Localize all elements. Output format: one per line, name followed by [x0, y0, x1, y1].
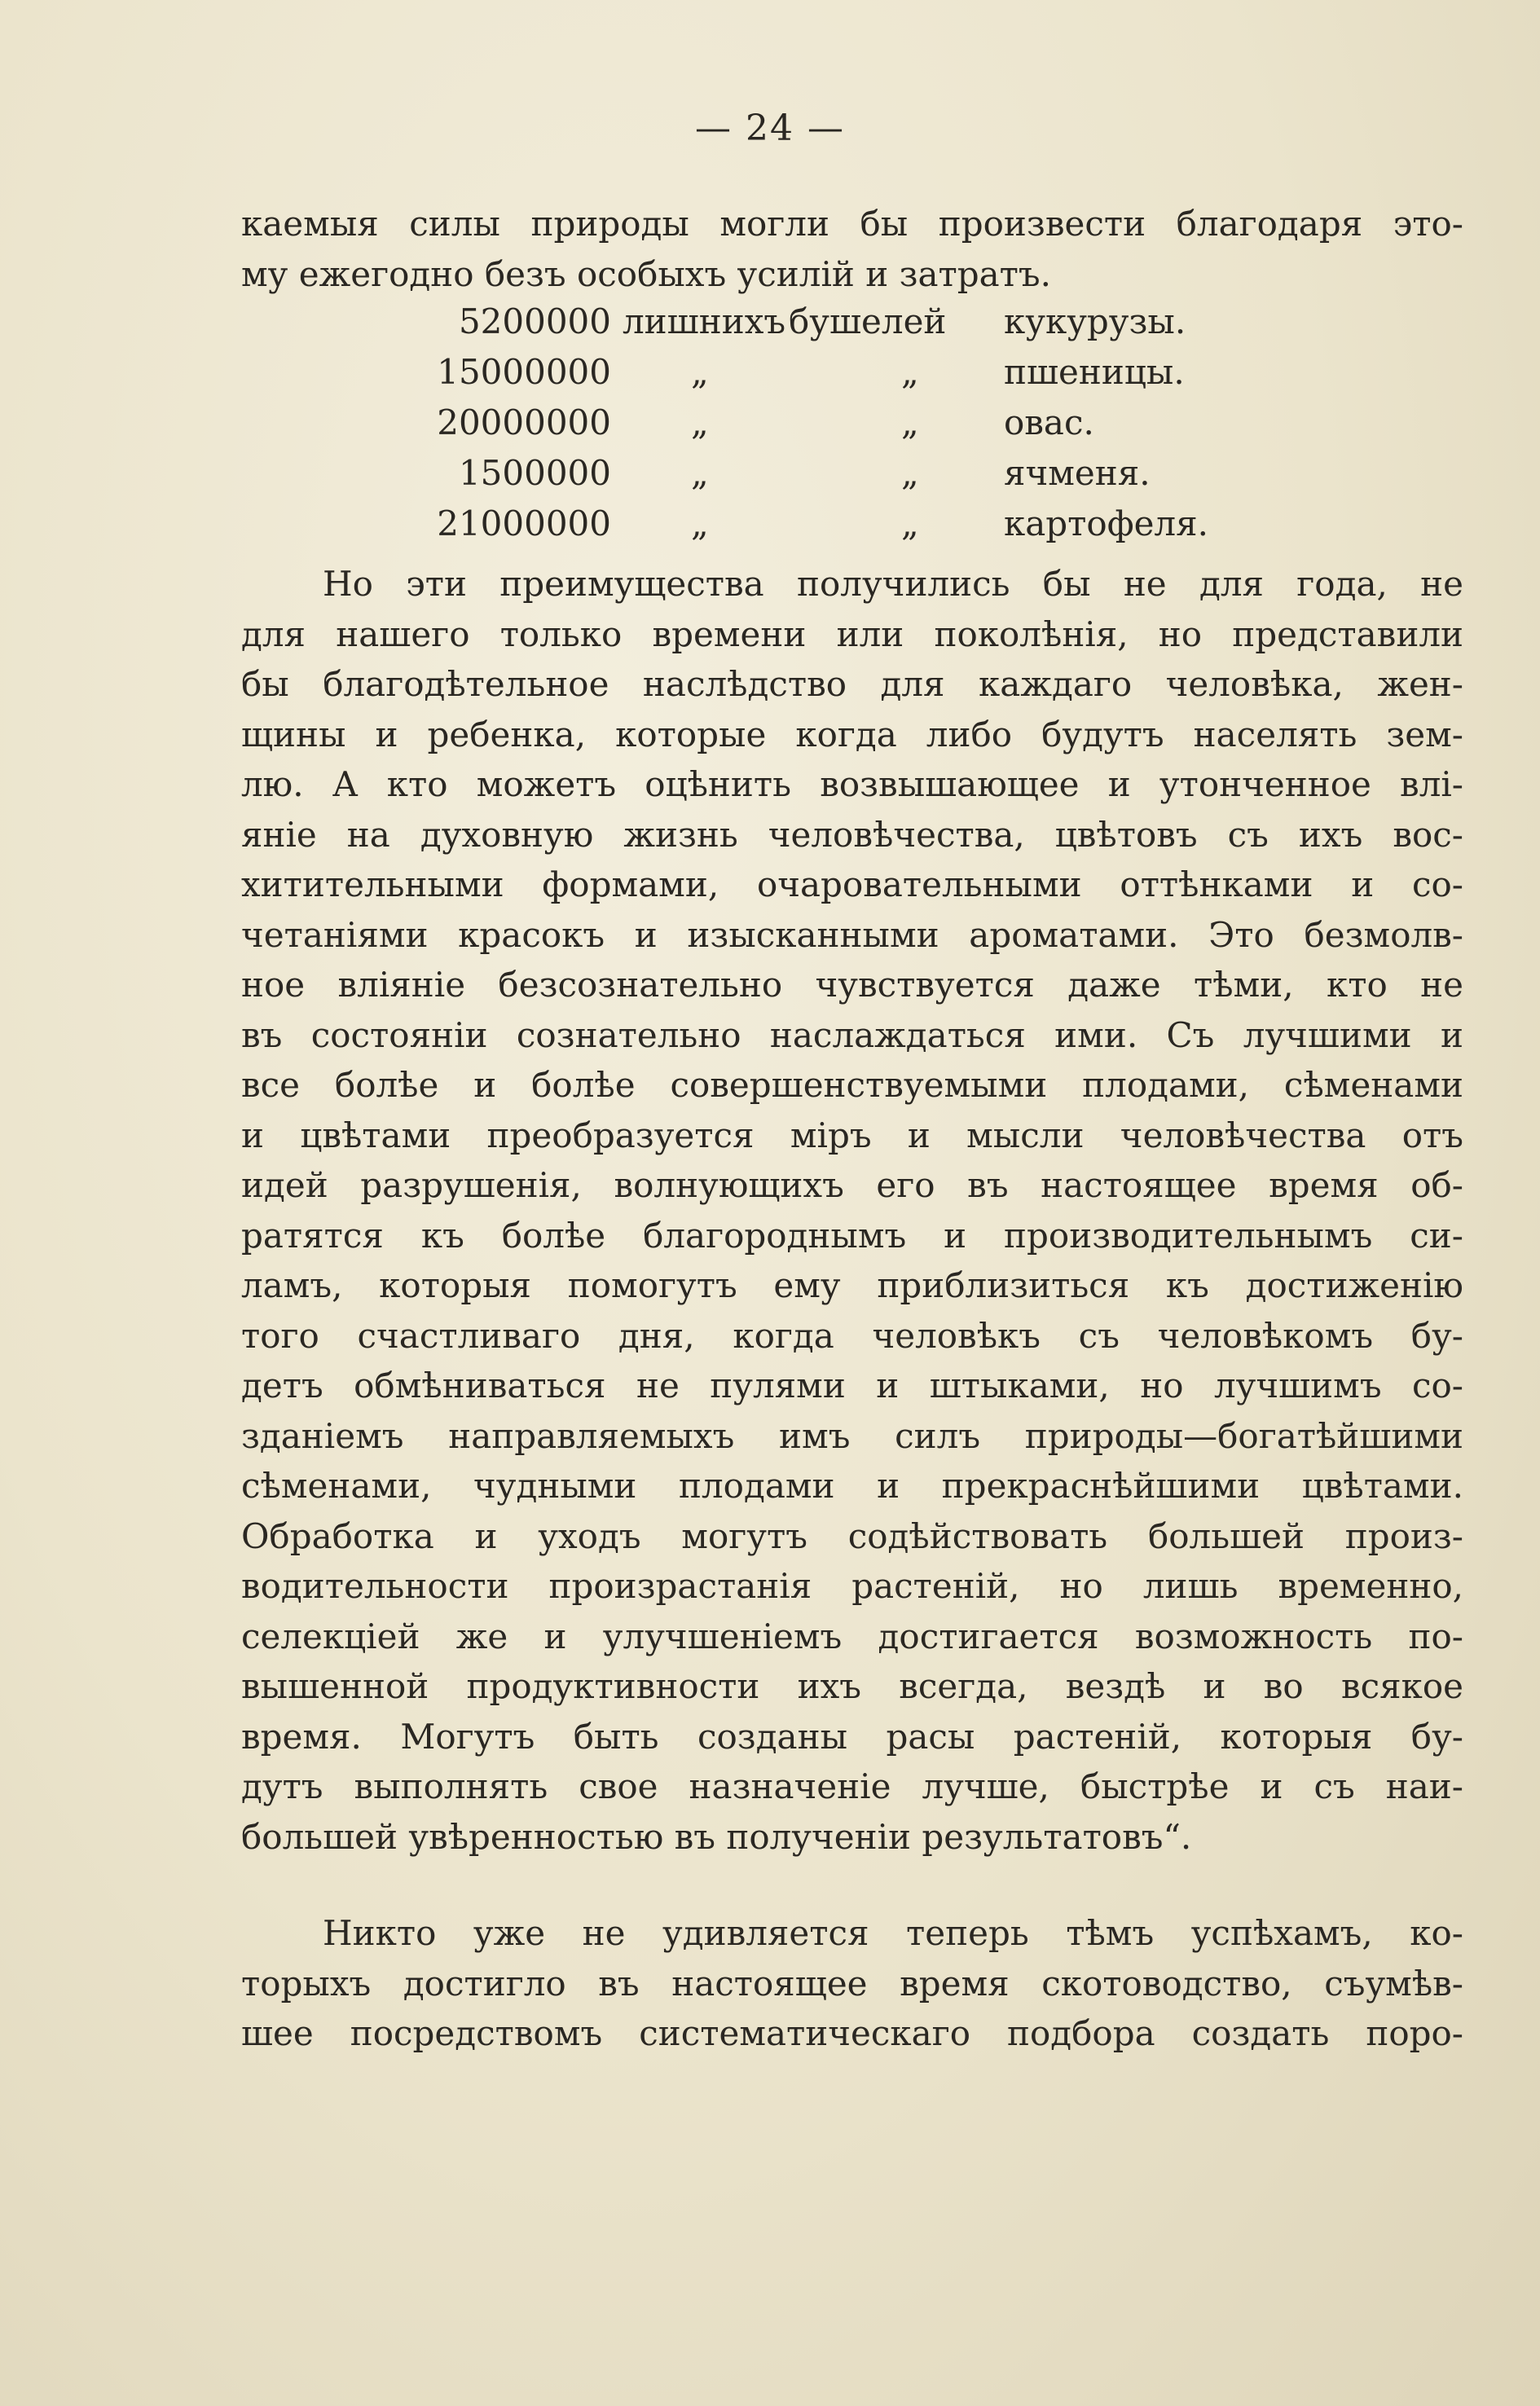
text-line: хитительными формами, очаровательными оттѣнками и со- — [241, 864, 1463, 904]
table-row — [0, 453, 1540, 504]
amount-cell: 5200000 — [458, 301, 611, 341]
amount-cell: 15000000 — [437, 352, 611, 392]
qualifier-cell: бушелей — [789, 301, 947, 341]
text-line: бы благодѣтельное наслѣдство для каждаго человѣка, жен- — [241, 664, 1463, 704]
unit-ditto-cell: „ — [691, 402, 709, 442]
text-line: торыхъ достигло въ настоящее время скотоводство, съумѣв- — [241, 1963, 1463, 2004]
text-line: четаніями красокъ и изысканными ароматами. Это безмолв- — [241, 914, 1463, 955]
unit-ditto-cell: „ — [691, 453, 709, 493]
text-line: яніе на духовную жизнь человѣчества, цвѣтовъ съ ихъ вос- — [241, 814, 1463, 855]
qualifier-ditto-cell: „ — [901, 504, 919, 543]
text-line: того счастливаго дня, когда человѣкъ съ человѣкомъ бу- — [241, 1315, 1463, 1356]
amount-cell: 21000000 — [437, 504, 611, 543]
text-line: каемыя силы природы могли бы произвести благодаря это- — [241, 204, 1463, 244]
qualifier-ditto-cell: „ — [901, 402, 919, 442]
text-line: время. Могутъ быть созданы расы растеній, которыя бу- — [241, 1716, 1463, 1757]
amount-cell: 1500000 — [458, 453, 611, 493]
text-line: водительности произрастанія растеній, но лишь временно, — [241, 1566, 1463, 1606]
text-line: все болѣе и болѣе совершенствуемыми плодами, сѣменами — [241, 1065, 1463, 1105]
table-row — [0, 504, 1540, 554]
amount-cell: 20000000 — [437, 402, 611, 442]
text-line: дутъ выполнять свое назначеніе лучше, быстрѣе и съ наи- — [241, 1766, 1463, 1806]
text-line: для нашего только времени или поколѣнія, но представили — [241, 614, 1463, 654]
text-line: сѣменами, чудными плодами и прекраснѣйшими цвѣтами. — [241, 1466, 1463, 1506]
table-row — [0, 352, 1540, 402]
qualifier-ditto-cell: „ — [901, 352, 919, 392]
text-line: детъ обмѣниваться не пулями и штыками, но лучшимъ со- — [241, 1366, 1463, 1405]
crop-cell: картофеля. — [1004, 504, 1208, 543]
text-line: лю. А кто можетъ оцѣнить возвышающее и утонченное влі- — [241, 764, 1463, 804]
unit-ditto-cell: „ — [691, 504, 709, 543]
text-line: и цвѣтами преобразуется міръ и мысли человѣчества отъ — [241, 1115, 1463, 1155]
text-line: ратятся къ болѣе благороднымъ и производительнымъ си- — [241, 1215, 1463, 1256]
unit-cell: лишнихъ — [623, 301, 786, 341]
text-line: ламъ, которыя помогутъ ему приблизиться къ достиженію — [241, 1265, 1463, 1305]
intro-paragraph — [241, 199, 1463, 299]
crop-cell: овас. — [1004, 402, 1094, 442]
text-line: въ состояніи сознательно наслаждаться ими. Съ лучшими и — [241, 1014, 1463, 1055]
text-line: Но эти преимущества получились бы не для года, не — [323, 564, 1463, 604]
text-line: му ежегодно безъ особыхъ усилій и затратъ. — [241, 253, 1051, 294]
closing-paragraph — [241, 1908, 1463, 2059]
table-row — [0, 402, 1540, 453]
crop-cell: кукурузы. — [1004, 301, 1186, 341]
text-line: вышенной продуктивности ихъ всегда, вездѣ и во всякое — [241, 1666, 1463, 1706]
text-line: большей увѣренностью въ полученіи результатовъ“. — [241, 1816, 1192, 1857]
text-line: идей разрушенія, волнующихъ его въ настоящее время об- — [241, 1165, 1463, 1205]
main-paragraph — [241, 559, 1463, 1862]
text-line: селекціей же и улучшеніемъ достигается возможность по- — [241, 1616, 1463, 1656]
unit-ditto-cell: „ — [691, 352, 709, 392]
text-line: Никто уже не удивляется теперь тѣмъ успѣхамъ, ко- — [323, 1913, 1463, 1953]
text-line: шее посредствомъ систематическаго подбора создать поро- — [241, 2013, 1463, 2053]
qualifier-ditto-cell: „ — [901, 453, 919, 493]
crop-cell: ячменя. — [1004, 453, 1151, 493]
text-line: щины и ребенка, которые когда либо будутъ населять зем- — [241, 714, 1463, 754]
text-line: Обработка и уходъ могутъ содѣйствовать большей произ- — [241, 1515, 1463, 1556]
text-line: зданіемъ направляемыхъ имъ силъ природы—богатѣйшими — [241, 1415, 1463, 1456]
text-line: ное вліяніе безсознательно чувствуется даже тѣми, кто не — [241, 965, 1463, 1005]
table-row — [0, 301, 1540, 352]
crop-cell: пшеницы. — [1004, 352, 1185, 392]
page-number: — 24 — — [695, 108, 845, 149]
